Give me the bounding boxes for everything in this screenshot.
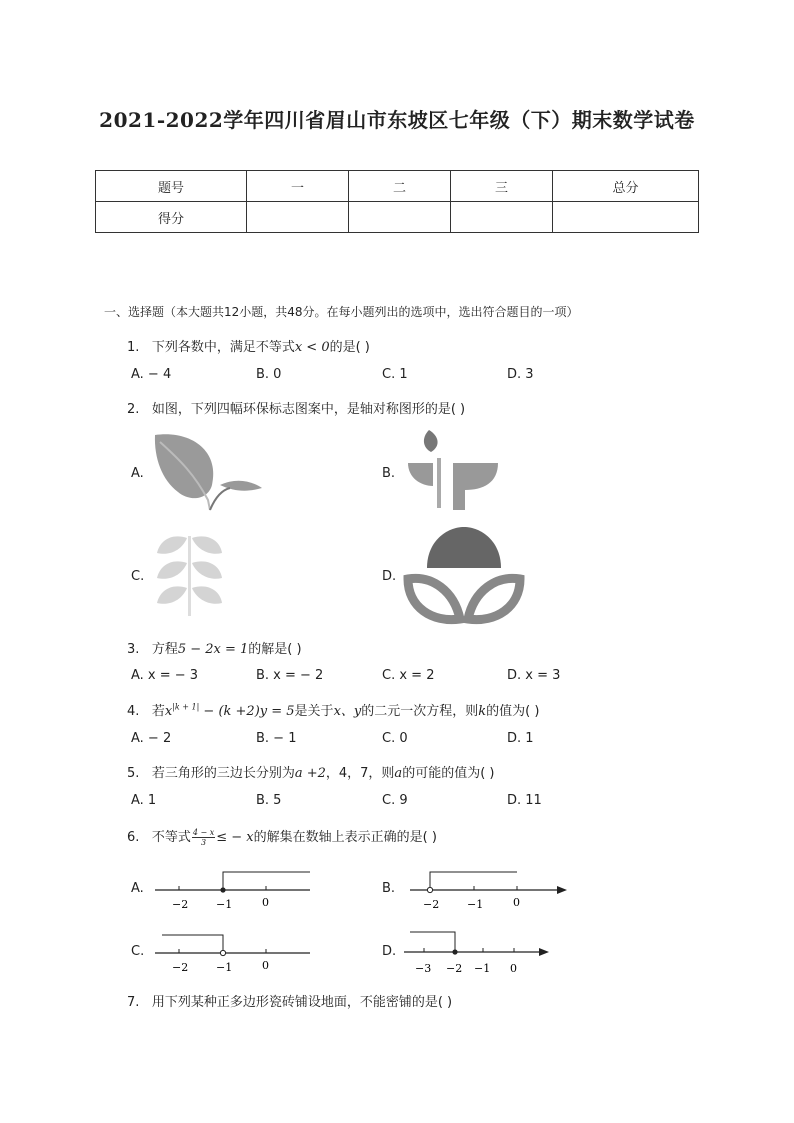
question-4 [127, 700, 539, 719]
question-number: 5. [127, 766, 140, 781]
number-line-d [402, 926, 562, 978]
tick-label: −1 [474, 962, 491, 975]
tick-label: 0 [513, 896, 520, 909]
question-text: 若三角形的三边长分别为 [151, 766, 295, 781]
option-b[interactable]: B. 0 [256, 367, 282, 382]
question-6 [127, 826, 437, 847]
sun-leaves-logo-d [402, 523, 526, 627]
option-a-label[interactable]: A. [131, 881, 144, 896]
question-text: 下列各数中，满足不等式 [151, 340, 295, 355]
option-b-label[interactable]: B. [382, 881, 396, 896]
question-text: 的值为( ) [486, 704, 540, 719]
question-text: 用下列某种正多边形瓷砖铺设地面，不能密铺的是( ) [151, 995, 453, 1010]
question-number: 2. [127, 402, 140, 417]
tick-label: −1 [216, 898, 233, 911]
header-cell: 三 [451, 171, 553, 202]
math-expr: a +2 [294, 766, 326, 781]
row-label-cell: 得分 [96, 202, 247, 233]
question-text: 不等式 [151, 830, 191, 845]
option-b[interactable]: B. 5 [256, 793, 282, 808]
tick-label: −1 [216, 961, 233, 974]
tick-label: −2 [423, 898, 440, 911]
option-b[interactable]: B. x = − 2 [256, 668, 324, 683]
question-text: 若 [151, 704, 165, 719]
number-line-b [405, 866, 575, 916]
math-var: k [478, 704, 487, 719]
option-d[interactable]: D. 3 [507, 367, 534, 382]
page-title: 2021-2022学年四川省眉山市东坡区七年级（下）期末数学试卷 [99, 108, 695, 132]
math-base: x [164, 704, 173, 719]
question-3 [127, 638, 302, 657]
option-c-label[interactable]: C. [131, 569, 145, 584]
option-c-label[interactable]: C. [131, 944, 145, 959]
fraction-denominator: 3 [200, 838, 207, 847]
question-number: 7. [127, 995, 140, 1010]
header-cell: 二 [349, 171, 451, 202]
header-cell: 题号 [96, 171, 247, 202]
option-c[interactable]: C. 0 [382, 731, 408, 746]
question-2 [127, 398, 465, 417]
tick-label: −2 [172, 898, 189, 911]
tick-label: −2 [172, 961, 189, 974]
question-text: 的二元一次方程，则 [361, 704, 479, 719]
question-1 [127, 336, 370, 355]
question-text: 是关于 [294, 704, 334, 719]
question-text: 的解是( ) [248, 642, 302, 657]
option-b[interactable]: B. − 1 [256, 731, 297, 746]
question-text: 的解集在数轴上表示正确的是( ) [253, 830, 437, 845]
option-a[interactable]: A. x = − 3 [131, 668, 199, 683]
number-line-a [150, 866, 330, 916]
tick-label: 0 [262, 959, 269, 972]
plant-hand-logo-b [403, 428, 503, 516]
math-var: a [394, 766, 403, 781]
math-exponent: |k + 1| [172, 702, 200, 712]
header-cell: 一 [247, 171, 349, 202]
math-expr: x < 0 [294, 340, 330, 355]
score-table-header-row [96, 171, 699, 202]
question-5 [127, 762, 494, 781]
tick-label: 0 [262, 896, 269, 909]
option-a-label[interactable]: A. [131, 466, 144, 481]
option-b-label[interactable]: B. [382, 466, 396, 481]
score-cell[interactable] [451, 202, 553, 233]
question-number: 1. [127, 340, 140, 355]
score-cell[interactable] [247, 202, 349, 233]
option-d[interactable]: D. 1 [507, 731, 534, 746]
tick-label: −3 [415, 962, 432, 975]
option-c[interactable]: C. 1 [382, 367, 408, 382]
option-d[interactable]: D. x = 3 [507, 668, 561, 683]
fraction-numerator: 4 − x [192, 828, 215, 837]
score-cell[interactable] [553, 202, 699, 233]
option-a[interactable]: A. 1 [131, 793, 157, 808]
number-line-c [150, 929, 330, 979]
option-c[interactable]: C. 9 [382, 793, 408, 808]
wheat-logo-c [152, 528, 228, 620]
option-d[interactable]: D. 11 [507, 793, 542, 808]
option-d-label[interactable]: D. [382, 944, 397, 959]
question-text: 如图，下列四幅环保标志图案中，是轴对称图形的是( ) [151, 402, 466, 417]
question-text: 的是( ) [329, 340, 370, 355]
tick-label: −2 [446, 962, 463, 975]
section-heading: 一、选择题（本大题共12小题，共48分。在每小题列出的选项中，选出符合题目的一项） [104, 305, 579, 319]
leaf-sprout-logo-a [150, 430, 265, 515]
math-expr: ≤ − x [216, 830, 254, 845]
math-expr: − (k +2)y = 5 [199, 704, 295, 719]
tick-label: 0 [510, 962, 517, 975]
question-7 [127, 991, 452, 1010]
option-c[interactable]: C. x = 2 [382, 668, 435, 683]
tick-label: −1 [467, 898, 484, 911]
question-number: 4. [127, 704, 140, 719]
math-vars: x、y [333, 704, 362, 719]
fraction [192, 828, 215, 847]
score-cell[interactable] [349, 202, 451, 233]
option-a[interactable]: A. − 4 [131, 367, 172, 382]
question-text: ，4，7，则 [325, 766, 395, 781]
score-table-score-row [96, 202, 699, 233]
question-text: 的可能的值为( ) [402, 766, 495, 781]
option-a[interactable]: A. − 2 [131, 731, 172, 746]
option-d-label[interactable]: D. [382, 569, 397, 584]
math-expr: 5 − 2x = 1 [177, 642, 249, 657]
question-text: 方程 [151, 642, 178, 657]
header-cell: 总分 [553, 171, 699, 202]
question-number: 3. [127, 642, 140, 657]
score-table [95, 170, 699, 233]
question-number: 6. [127, 830, 140, 845]
